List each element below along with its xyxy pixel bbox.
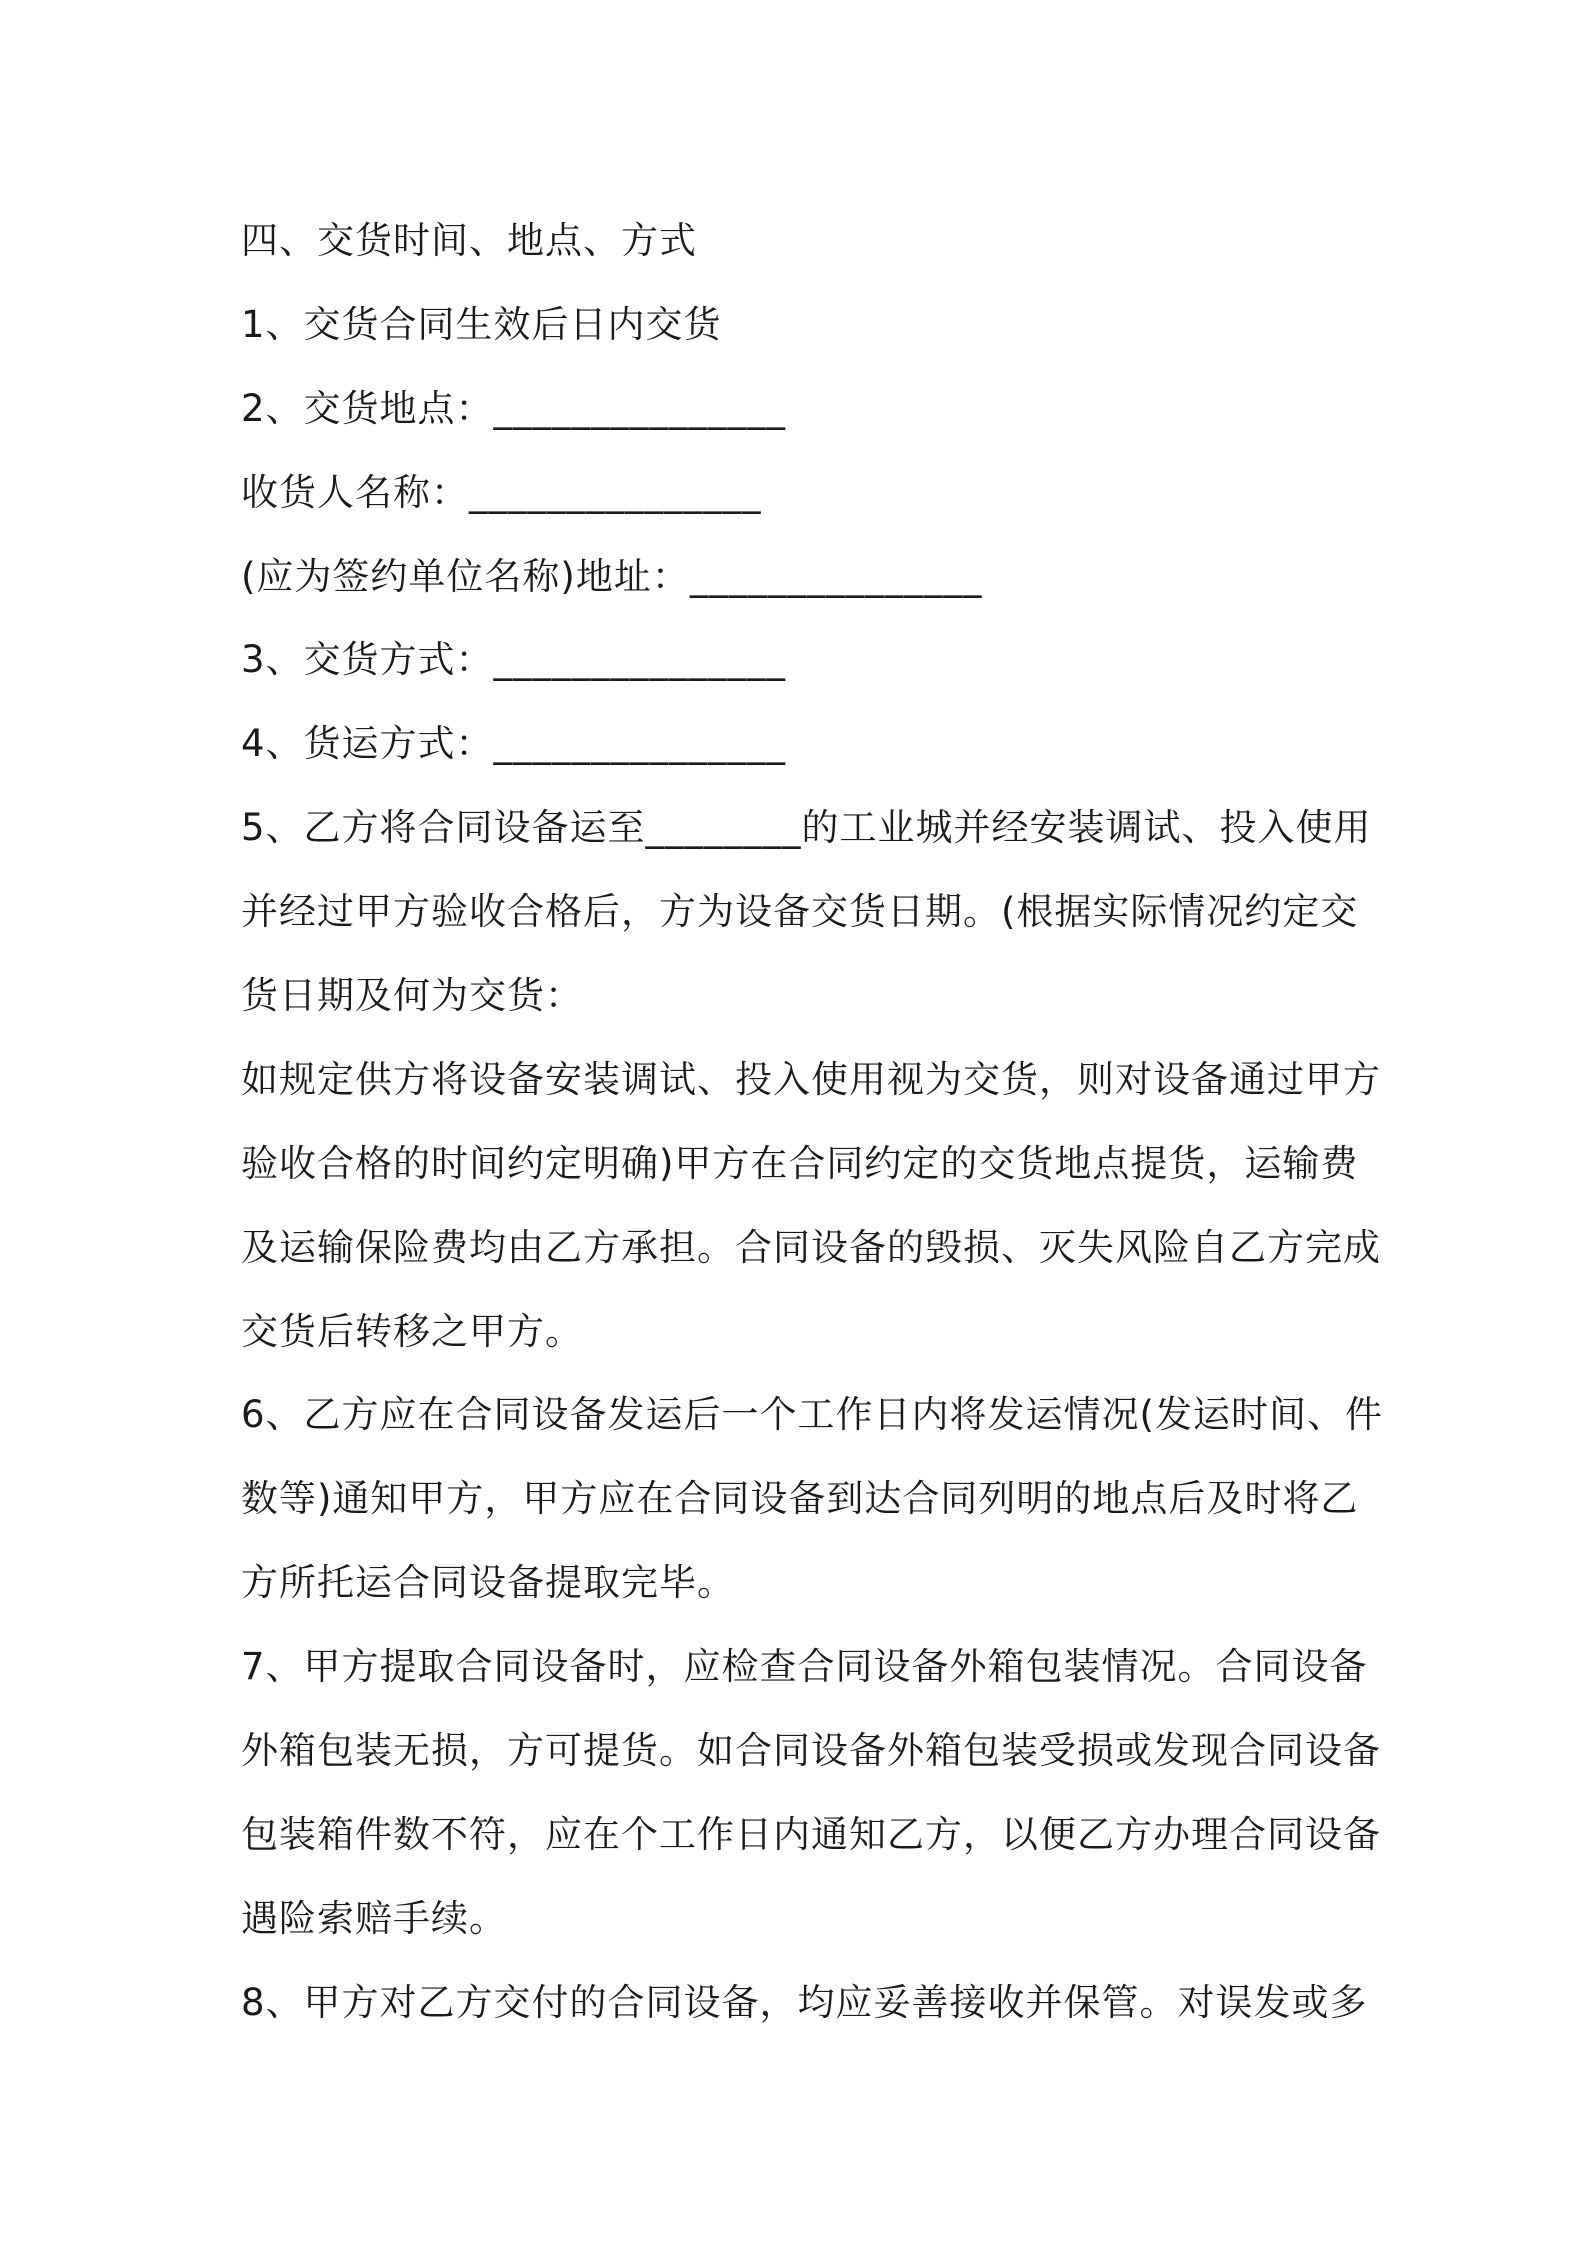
text-line: 2、交货地点：_______________: [241, 386, 787, 430]
text-line: 方所托运合同设备提取完毕。: [241, 1561, 735, 1605]
text-line: 3、交货方式：_______________: [241, 638, 787, 682]
text-line: 5、乙方将合同设备运至________的工业城并经安装调试、投入使用: [241, 806, 1372, 850]
text-line: 如规定供方将设备安装调试、投入使用视为交货，则对设备通过甲方: [241, 1057, 1381, 1101]
section-heading: 四、交货时间、地点、方式: [241, 219, 697, 262]
text-line: 1、交货合同生效后日内交货: [241, 302, 722, 346]
text-line: 4、货运方式：_______________: [241, 722, 787, 766]
text-line: 遇险索赔手续。: [241, 1896, 507, 1940]
text-line: 并经过甲方验收合格后，方为设备交货日期。(根据实际情况约定交: [241, 890, 1359, 934]
text-line: 包装箱件数不符，应在个工作日内通知乙方，以便乙方办理合同设备: [241, 1812, 1381, 1856]
text-line: (应为签约单位名称)地址：_______________: [241, 554, 983, 598]
text-line: 收货人名称：_______________: [241, 470, 762, 514]
text-line: 交货后转移之甲方。: [241, 1309, 583, 1353]
text-line: 及运输保险费均由乙方承担。合同设备的毁损、灭失风险自乙方完成: [241, 1225, 1381, 1269]
text-line: 货日期及何为交货：: [241, 974, 583, 1018]
text-line: 7、甲方提取合同设备时，应检查合同设备外箱包装情况。合同设备: [241, 1645, 1368, 1689]
text-line: 8、甲方对乙方交付的合同设备，均应妥善接收并保管。对误发或多: [241, 1980, 1368, 2024]
document-body: [241, 199, 1383, 2045]
text-line: 数等)通知甲方，甲方应在合同设备到达合同列明的地点后及时将乙: [241, 1477, 1359, 1521]
text-line: 外箱包装无损，方可提货。如合同设备外箱包装受损或发现合同设备: [241, 1729, 1381, 1773]
text-line: 验收合格的时间约定明确)甲方在合同约定的交货地点提货，运输费: [241, 1141, 1359, 1185]
text-line: 6、乙方应在合同设备发运后一个工作日内将发运情况(发运时间、件: [241, 1393, 1383, 1437]
